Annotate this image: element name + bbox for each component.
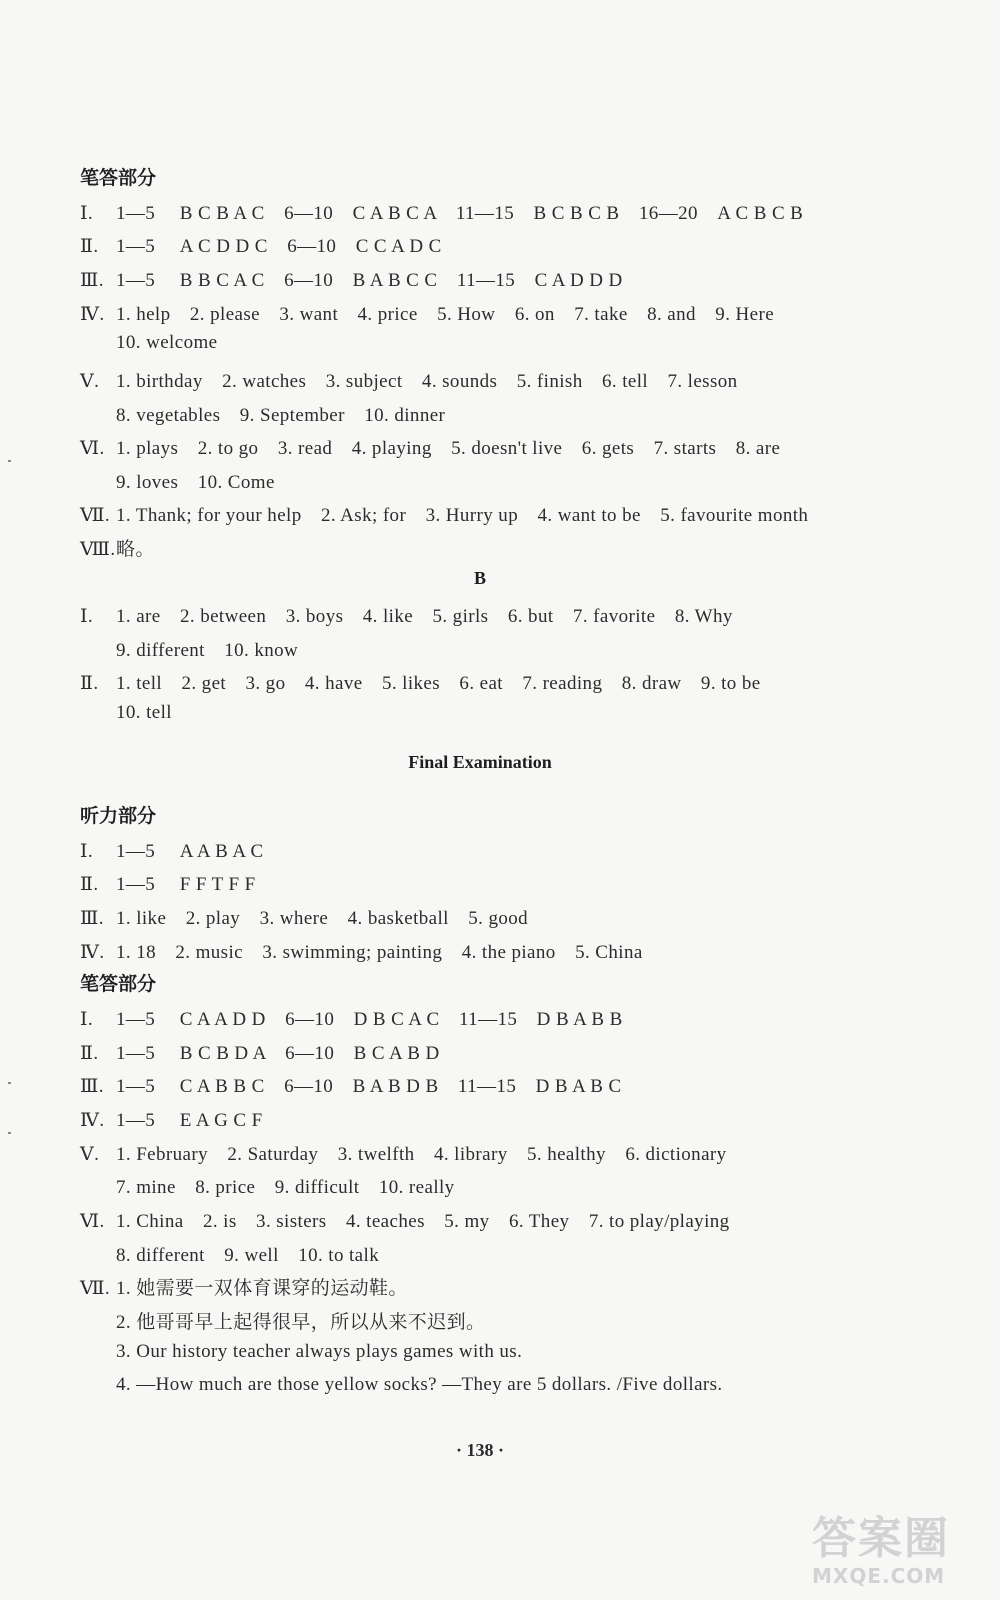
answer-line: [80, 366, 960, 393]
roman-numeral: Ⅳ.: [80, 942, 105, 963]
roman-numeral: Ⅵ.: [80, 438, 105, 459]
answer-text: 略。: [116, 539, 155, 560]
scan-speck: [8, 1082, 11, 1084]
page-number: · 138 ·: [455, 1440, 504, 1460]
answer-line: [80, 1004, 960, 1031]
roman-numeral: Ⅵ.: [80, 1211, 105, 1232]
roman-numeral: Ⅱ.: [80, 236, 99, 257]
answer-line: [80, 299, 960, 326]
roman-numeral: Ⅰ.: [80, 841, 94, 862]
answer-text: 1. 18 2. music 3. swimming; painting 4. the piano 5. China: [116, 942, 643, 963]
answer-line: [80, 265, 960, 292]
roman-numeral: Ⅶ.: [80, 1278, 111, 1299]
answer-line-continued: 9. different 10. know: [116, 640, 299, 661]
answer-line-continued: 4. —How much are those yellow socks? —They are 5 dollars. /Five dollars.: [116, 1374, 723, 1395]
answer-text: 1—5 C A B B C 6—10 B A B D B 11—15 D B A B C: [116, 1076, 622, 1097]
written-section-heading: 笔答部分: [80, 167, 157, 189]
roman-numeral: Ⅲ.: [80, 270, 104, 291]
answer-line-continued: 7. mine 8. price 9. difficult 10. really: [116, 1177, 455, 1198]
roman-numeral: Ⅲ.: [80, 1076, 104, 1097]
roman-numeral: Ⅱ.: [80, 673, 99, 694]
answer-line: [80, 601, 960, 628]
answer-text: 1—5 B B C A C 6—10 B A B C C 11—15 C A D D D: [116, 270, 623, 291]
answer-line: [80, 903, 960, 930]
roman-numeral: Ⅳ.: [80, 1110, 105, 1131]
listening-section-heading: 听力部分: [80, 805, 157, 827]
watermark-logo: [812, 1502, 972, 1594]
answer-line: [80, 1273, 960, 1300]
answer-line-continued: 2. 他哥哥早上起得很早，所以从来不迟到。: [116, 1312, 486, 1333]
answer-text: 1—5 C A A D D 6—10 D B C A C 11—15 D B A B B: [116, 1009, 623, 1030]
answer-line: [80, 1206, 960, 1233]
answer-text: 1. Thank; for your help 2. Ask; for 3. Hurry up 4. want to be 5. favourite month: [116, 505, 809, 526]
written-section-heading: 笔答部分: [80, 973, 157, 995]
roman-numeral: Ⅲ.: [80, 908, 104, 929]
scan-speck: [8, 460, 11, 462]
answer-text: 1. tell 2. get 3. go 4. have 5. likes 6. eat 7. reading 8. draw 9. to be: [116, 673, 761, 694]
scan-speck: [8, 1132, 11, 1134]
answer-line: [80, 869, 960, 896]
roman-numeral: Ⅰ.: [80, 606, 94, 627]
answer-line: [80, 668, 960, 695]
answer-line: [80, 1071, 960, 1098]
answer-line-continued: 10. welcome: [116, 332, 218, 353]
answer-text: 1—5 E A G C F: [116, 1110, 263, 1131]
answer-line: [80, 1105, 960, 1132]
answer-line: [80, 937, 960, 964]
watermark-text: 答案圈: [812, 1513, 950, 1564]
answer-text: 1. help 2. please 3. want 4. price 5. How 6. on 7. take 8. and 9. Here: [116, 304, 775, 325]
answer-text: 1. 她需要一双体育课穿的运动鞋。: [116, 1278, 408, 1299]
answer-text: 1—5 B C B D A 6—10 B C A B D: [116, 1043, 440, 1064]
roman-numeral: Ⅱ.: [80, 874, 99, 895]
roman-numeral: Ⅳ.: [80, 304, 105, 325]
watermark-site: MXQE.COM: [812, 1564, 946, 1588]
answer-text: 1—5 B C B A C 6—10 C A B C A 11—15 B C B C B 16—20 A C B C B: [116, 203, 804, 224]
answer-text: 1—5 F F T F F: [116, 874, 256, 895]
answer-text: 1—5 A C D D C 6—10 C C A D C: [116, 236, 442, 257]
answer-line-continued: 10. tell: [116, 702, 172, 723]
answer-line: [80, 500, 960, 527]
answer-line: [80, 198, 960, 225]
answer-line: [80, 1038, 960, 1065]
answer-line-continued: 3. Our history teacher always plays games with us.: [116, 1341, 523, 1362]
answer-line-continued: 8. vegetables 9. September 10. dinner: [116, 405, 446, 426]
answer-text: 1. plays 2. to go 3. read 4. playing 5. doesn't live 6. gets 7. starts 8. are: [116, 438, 781, 459]
answer-line: [80, 534, 960, 561]
answer-text: 1. China 2. is 3. sisters 4. teaches 5. my 6. They 7. to play/playing: [116, 1211, 730, 1232]
roman-numeral: Ⅴ.: [80, 371, 100, 392]
final-examination-title: Final Examination: [408, 752, 552, 772]
answer-line: [80, 1139, 960, 1166]
answer-text: 1. February 2. Saturday 3. twelfth 4. library 5. healthy 6. dictionary: [116, 1144, 727, 1165]
roman-numeral: Ⅶ.: [80, 505, 111, 526]
roman-numeral: Ⅰ.: [80, 1009, 94, 1030]
answer-line-continued: 9. loves 10. Come: [116, 472, 275, 493]
roman-numeral: Ⅱ.: [80, 1043, 99, 1064]
answer-text: 1. like 2. play 3. where 4. basketball 5. good: [116, 908, 529, 929]
answer-line: [80, 836, 960, 863]
answer-line: [80, 231, 960, 258]
roman-numeral: Ⅴ.: [80, 1144, 100, 1165]
part-b-title: B: [473, 568, 486, 588]
answer-text: 1. are 2. between 3. boys 4. like 5. girls 6. but 7. favorite 8. Why: [116, 606, 733, 627]
answer-text: 1. birthday 2. watches 3. subject 4. sounds 5. finish 6. tell 7. lesson: [116, 371, 738, 392]
roman-numeral: Ⅷ.: [80, 539, 116, 560]
answer-line-continued: 8. different 9. well 10. to talk: [116, 1245, 380, 1266]
roman-numeral: Ⅰ.: [80, 203, 94, 224]
answer-line: [80, 433, 960, 460]
answer-text: 1—5 A A B A C: [116, 841, 264, 862]
